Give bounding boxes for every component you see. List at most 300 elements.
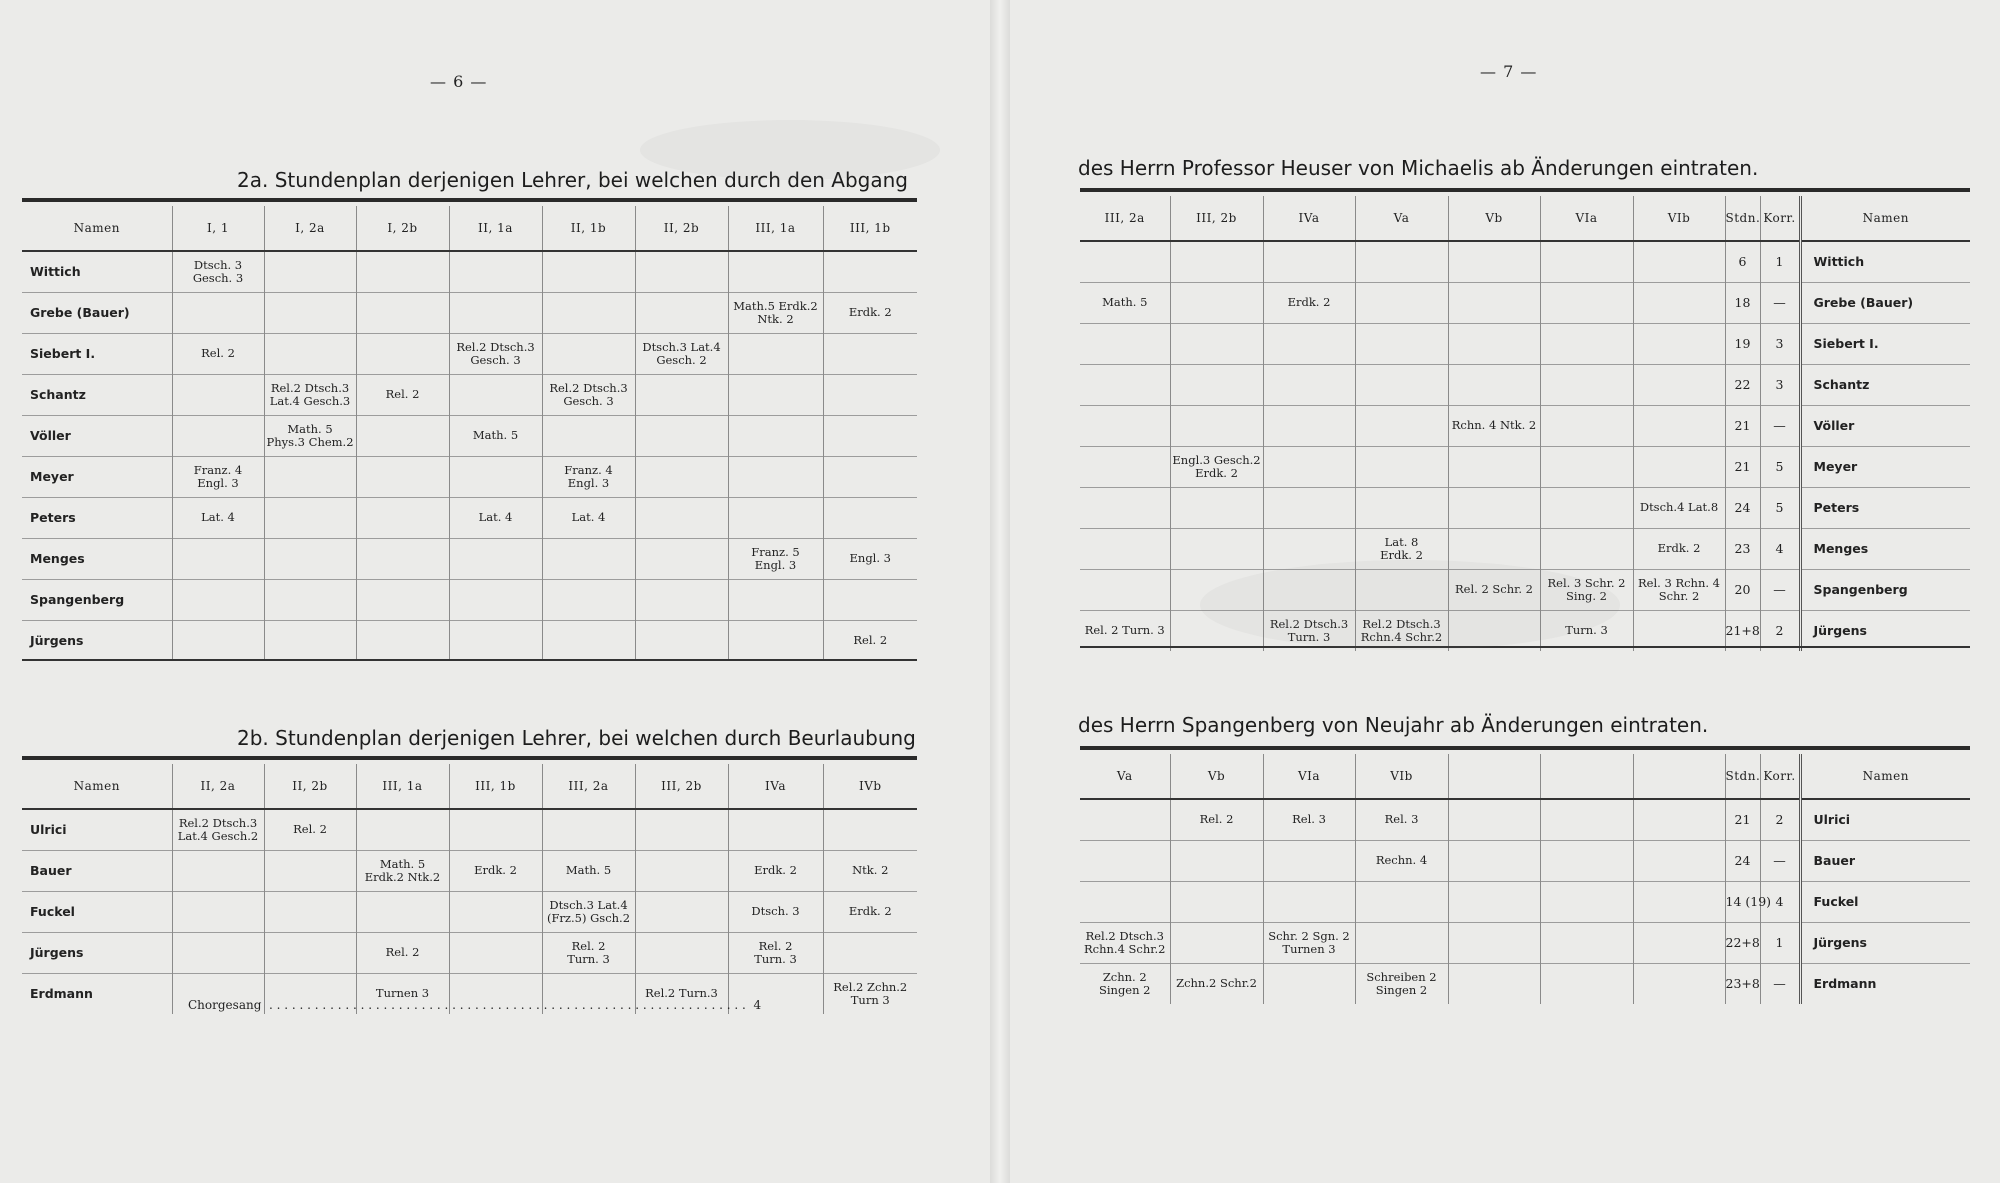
- cell-text-line: Rel. 2: [201, 346, 235, 360]
- cell-text-line: Rel. 2: [385, 945, 420, 959]
- table-2b-top-rule: [22, 756, 917, 760]
- lesson-cell: [264, 292, 356, 333]
- lesson-cell: [1263, 922, 1355, 963]
- cell-text-line: Rel.2 Dtsch.3: [1362, 616, 1441, 631]
- lesson-cell: [1080, 799, 1170, 840]
- lesson-cell: [1080, 963, 1170, 1004]
- column-header: II, 2a: [172, 764, 264, 809]
- hours-total: [1725, 569, 1760, 610]
- lesson-cell: [542, 891, 635, 932]
- column-header: [1540, 754, 1633, 799]
- lesson-cell: [1448, 881, 1540, 922]
- lesson-cell: [823, 251, 917, 292]
- lesson-cell: [356, 579, 449, 620]
- lesson-cell: [356, 292, 449, 333]
- table-2b: [22, 764, 917, 1014]
- hours-total: [1725, 446, 1760, 487]
- table-row: [1080, 364, 1970, 405]
- table-row: [22, 415, 917, 456]
- teacher-name: Fuckel: [1800, 881, 1970, 922]
- cell-text-line: Erdk. 2: [1657, 541, 1701, 555]
- corrections-count: [1760, 963, 1800, 1004]
- teacher-name: Jürgens: [22, 932, 172, 973]
- teacher-name: Völler: [1800, 405, 1970, 446]
- column-header-namen: Namen: [22, 764, 172, 809]
- table-row: [22, 891, 917, 932]
- cell-text-line: Turn. 3: [567, 951, 610, 966]
- lesson-cell: [1540, 446, 1633, 487]
- lesson-cell: [264, 333, 356, 374]
- lesson-cell: [635, 415, 728, 456]
- lesson-cell: [264, 538, 356, 579]
- chorgesang-value: 4: [753, 998, 762, 1012]
- lesson-cell: [1263, 323, 1355, 364]
- lesson-cell: [635, 333, 728, 374]
- column-header: VIa: [1263, 754, 1355, 799]
- lesson-cell: [1448, 799, 1540, 840]
- lesson-cell: [1448, 487, 1540, 528]
- cell-text-line: Erdk. 2: [1287, 295, 1331, 309]
- lesson-cell: [823, 292, 917, 333]
- lesson-cell: [1540, 282, 1633, 323]
- lesson-cell: [1448, 963, 1540, 1004]
- teacher-name: Erdmann: [1800, 963, 1970, 1004]
- table-row: [1080, 487, 1970, 528]
- lesson-cell: [542, 333, 635, 374]
- lesson-cell: [1633, 282, 1725, 323]
- lesson-cell: [356, 497, 449, 538]
- column-header: Vb: [1448, 196, 1540, 241]
- lesson-cell: [1263, 405, 1355, 446]
- lesson-cell: [1448, 282, 1540, 323]
- lesson-cell: [542, 497, 635, 538]
- cell-text-line: Rel. 3 Rchn. 4: [1638, 575, 1720, 590]
- lesson-cell: [542, 251, 635, 292]
- column-header: I, 1: [172, 206, 264, 251]
- table-row: [1080, 446, 1970, 487]
- cell-text-line: Singen 2: [1098, 982, 1151, 997]
- lesson-cell: [1633, 799, 1725, 840]
- lesson-cell: [1080, 569, 1170, 610]
- lesson-cell: [542, 538, 635, 579]
- corrections-count: [1760, 569, 1800, 610]
- lesson-cell: [172, 850, 264, 891]
- teacher-name: Schantz: [1800, 364, 1970, 405]
- lesson-cell: [356, 374, 449, 415]
- column-header: IVa: [1263, 196, 1355, 241]
- lesson-cell: [823, 415, 917, 456]
- table-row: [22, 538, 917, 579]
- lesson-cell: [1448, 364, 1540, 405]
- lesson-cell: [1170, 799, 1263, 840]
- lesson-cell: [172, 891, 264, 932]
- cell-text-line: Rel. 3 Schr. 2: [1547, 575, 1626, 590]
- lesson-cell: [264, 809, 356, 850]
- column-header: I, 2a: [264, 206, 356, 251]
- lesson-cell: [823, 932, 917, 973]
- lesson-cell: [356, 809, 449, 850]
- lesson-cell: [1080, 323, 1170, 364]
- lesson-cell: [1448, 241, 1540, 282]
- lesson-cell: [449, 620, 542, 661]
- cell-text-line: 5: [1775, 500, 1784, 515]
- right-table-a-bottom-rule: [1080, 646, 1970, 648]
- table-row: [22, 292, 917, 333]
- cell-text-line: Lat. 4: [201, 510, 235, 524]
- lesson-cell: [1448, 446, 1540, 487]
- lesson-cell: [635, 538, 728, 579]
- lesson-cell: [542, 374, 635, 415]
- column-header: VIa: [1540, 196, 1633, 241]
- lesson-cell: [449, 932, 542, 973]
- cell-text-line: Turn 3: [850, 992, 890, 1007]
- lesson-cell: [1540, 881, 1633, 922]
- column-header: [1448, 754, 1540, 799]
- table-row: [1080, 405, 1970, 446]
- lesson-cell: [264, 374, 356, 415]
- lesson-cell: [1540, 241, 1633, 282]
- hours-total: [1725, 487, 1760, 528]
- teacher-name: Wittich: [1800, 241, 1970, 282]
- corrections-count: [1760, 528, 1800, 569]
- table-2a: [22, 206, 917, 661]
- lesson-cell: [1540, 405, 1633, 446]
- lesson-cell: [1633, 922, 1725, 963]
- cell-text-line: Phys.3 Chem.2: [266, 434, 354, 449]
- lesson-cell: [542, 620, 635, 661]
- cell-text-line: 23+8: [1725, 976, 1760, 992]
- lesson-cell: [823, 620, 917, 661]
- lesson-cell: [264, 620, 356, 661]
- lesson-cell: [172, 292, 264, 333]
- cell-text-line: 3: [1775, 377, 1784, 392]
- hours-total: [1725, 282, 1760, 323]
- cell-text-line: —: [1773, 976, 1786, 992]
- lesson-cell: [1170, 528, 1263, 569]
- table-2a-top-rule: [22, 198, 917, 202]
- lesson-cell: [1540, 364, 1633, 405]
- table-row: [1080, 282, 1970, 323]
- right-table-b-top-rule: [1080, 746, 1970, 750]
- lesson-cell: [1080, 241, 1170, 282]
- lesson-cell: [728, 579, 823, 620]
- right-table-a-top-rule: [1080, 188, 1970, 192]
- lesson-cell: [172, 456, 264, 497]
- table-row: [22, 251, 917, 292]
- cell-text-line: 21: [1734, 459, 1751, 474]
- lesson-cell: [356, 891, 449, 932]
- corrections-count: [1760, 799, 1800, 840]
- cell-text-line: 5: [1775, 459, 1784, 474]
- lesson-cell: [635, 809, 728, 850]
- teacher-name: Spangenberg: [1800, 569, 1970, 610]
- cell-text-line: Erdk. 2: [848, 904, 892, 918]
- lesson-cell: [728, 620, 823, 661]
- lesson-cell: [635, 620, 728, 661]
- lesson-cell: [1355, 241, 1448, 282]
- cell-text-line: 1: [1775, 254, 1784, 270]
- cell-text-line: Rel.2 Dtsch.3: [456, 339, 535, 354]
- cell-text-line: Rel.2 Turn.3: [645, 986, 718, 1001]
- lesson-cell: [542, 292, 635, 333]
- lesson-cell: [449, 415, 542, 456]
- cell-text-line: 6: [1738, 254, 1747, 270]
- cell-text-line: 21: [1734, 418, 1751, 433]
- column-header: Vb: [1170, 754, 1263, 799]
- teacher-name: Erdmann: [22, 973, 172, 1014]
- lesson-cell: [823, 850, 917, 891]
- lesson-cell: [1355, 282, 1448, 323]
- column-header: VIb: [1633, 196, 1725, 241]
- table-row: [1080, 323, 1970, 364]
- lesson-cell: [542, 579, 635, 620]
- column-header: III, 2a: [1080, 196, 1170, 241]
- lesson-cell: [1633, 487, 1725, 528]
- lesson-cell: [449, 497, 542, 538]
- lesson-cell: [264, 497, 356, 538]
- table-2a-bottom-rule: [22, 659, 917, 661]
- cell-text-line: Rel. 2: [758, 938, 793, 953]
- cell-text-line: Sing. 2: [1566, 588, 1607, 603]
- lesson-cell: [1263, 881, 1355, 922]
- teacher-name: Bauer: [1800, 840, 1970, 881]
- lesson-cell: [1540, 323, 1633, 364]
- lesson-cell: [542, 932, 635, 973]
- cell-text-line: 14 (19): [1725, 894, 1772, 909]
- corrections-count: [1760, 840, 1800, 881]
- lesson-cell: [635, 579, 728, 620]
- lesson-cell: [356, 251, 449, 292]
- lesson-cell: [1633, 881, 1725, 922]
- lesson-cell: [1080, 282, 1170, 323]
- cell-text-line: Ntk. 2: [852, 863, 889, 877]
- lesson-cell: [1170, 446, 1263, 487]
- lesson-cell: [172, 415, 264, 456]
- lesson-cell: [264, 456, 356, 497]
- corrections-count: [1760, 610, 1800, 651]
- teacher-name: Peters: [22, 497, 172, 538]
- hours-total: [1725, 922, 1760, 963]
- lesson-cell: [1080, 487, 1170, 528]
- teacher-name: Peters: [1800, 487, 1970, 528]
- lesson-cell: [728, 538, 823, 579]
- column-header: II, 1b: [542, 206, 635, 251]
- lesson-cell: [1170, 881, 1263, 922]
- cell-text-line: 4: [1775, 894, 1784, 909]
- lesson-cell: [1355, 323, 1448, 364]
- table-row: [22, 809, 917, 850]
- lesson-cell: [1170, 364, 1263, 405]
- column-header: II, 1a: [449, 206, 542, 251]
- cell-text-line: Rel.2 Dtsch.3: [178, 815, 258, 830]
- table-row: [22, 333, 917, 374]
- table-row: [1080, 963, 1970, 1004]
- lesson-cell: [1633, 528, 1725, 569]
- lesson-cell: [1540, 528, 1633, 569]
- lesson-cell: [356, 456, 449, 497]
- lesson-cell: [542, 850, 635, 891]
- corrections-count: [1760, 282, 1800, 323]
- cell-text-line: Zchn.2 Schr.2: [1176, 976, 1257, 991]
- lesson-cell: [1170, 282, 1263, 323]
- lesson-cell: [1540, 922, 1633, 963]
- lesson-cell: [172, 497, 264, 538]
- cell-text-line: Rel. 3: [1384, 812, 1419, 827]
- hours-total: [1725, 963, 1760, 1004]
- lesson-cell: [728, 850, 823, 891]
- column-header: II, 2b: [264, 764, 356, 809]
- cell-text-line: Dtsch. 3: [193, 257, 243, 272]
- column-header: I, 2b: [356, 206, 449, 251]
- lesson-cell: [728, 497, 823, 538]
- cell-text-line: Engl. 3: [849, 551, 891, 565]
- cell-text-line: Rel.2 Dtsch.3: [1269, 616, 1349, 631]
- column-header: III, 1b: [449, 764, 542, 809]
- column-header-namen: Namen: [22, 206, 172, 251]
- cell-text-line: Erdk. 2: [754, 863, 797, 877]
- lesson-cell: [1633, 364, 1725, 405]
- column-header: II, 2b: [635, 206, 728, 251]
- cell-text-line: Lat. 4: [571, 510, 606, 524]
- lesson-cell: [1263, 963, 1355, 1004]
- lesson-cell: [449, 579, 542, 620]
- lesson-cell: [542, 415, 635, 456]
- column-header: Stdn.: [1725, 754, 1760, 799]
- cell-text-line: Dtsch.3 Lat.4: [642, 339, 721, 354]
- lesson-cell: [1633, 446, 1725, 487]
- corrections-count: [1760, 364, 1800, 405]
- lesson-cell: [635, 251, 728, 292]
- cell-text-line: Math.5 Erdk.2: [733, 298, 818, 313]
- cell-text-line: Math. 5: [1102, 295, 1148, 309]
- teacher-name: Jürgens: [1800, 922, 1970, 963]
- cell-text-line: Dtsch.4 Lat.8: [1639, 500, 1719, 514]
- lesson-cell: [172, 579, 264, 620]
- column-header-namen: Namen: [1800, 196, 1970, 241]
- right-table-a-title: des Herrn Professor Heuser von Michaelis ab Änderungen eintraten.: [1078, 156, 1759, 180]
- lesson-cell: [1633, 569, 1725, 610]
- lesson-cell: [728, 333, 823, 374]
- column-header: III, 2b: [1170, 196, 1263, 241]
- cell-text-line: Ntk. 2: [757, 311, 794, 326]
- cell-text-line: Dtsch.3 Lat.4: [549, 897, 628, 912]
- teacher-name: Siebert I.: [1800, 323, 1970, 364]
- lesson-cell: [172, 809, 264, 850]
- cell-text-line: 1: [1775, 935, 1784, 950]
- cell-text-line: Rel.2 Dtsch.3: [270, 380, 350, 395]
- lesson-cell: [1540, 840, 1633, 881]
- cell-text-line: 24: [1734, 853, 1751, 868]
- lesson-cell: [1633, 610, 1725, 651]
- teacher-name: Bauer: [22, 850, 172, 891]
- lesson-cell: [1170, 405, 1263, 446]
- cell-text-line: —: [1773, 295, 1786, 310]
- lesson-cell: [1540, 963, 1633, 1004]
- teacher-name: Jürgens: [1800, 610, 1970, 651]
- teacher-name: Spangenberg: [22, 579, 172, 620]
- lesson-cell: [1355, 799, 1448, 840]
- cell-text-line: Rel.2 Dtsch.3: [549, 380, 628, 395]
- corrections-count: [1760, 922, 1800, 963]
- corrections-count: [1760, 487, 1800, 528]
- lesson-cell: [1448, 922, 1540, 963]
- print-smudge: [1200, 560, 1620, 650]
- cell-text-line: Zchn. 2: [1102, 969, 1147, 984]
- lesson-cell: [1540, 799, 1633, 840]
- cell-text-line: Gesch. 3: [563, 393, 614, 408]
- lesson-cell: [1263, 840, 1355, 881]
- table-row: [1080, 922, 1970, 963]
- lesson-cell: [1633, 405, 1725, 446]
- cell-text-line: 24: [1734, 500, 1751, 515]
- lesson-cell: [728, 809, 823, 850]
- teacher-name: Menges: [22, 538, 172, 579]
- lesson-cell: [356, 538, 449, 579]
- lesson-cell: [1633, 323, 1725, 364]
- column-header: Korr.: [1760, 754, 1800, 799]
- lesson-cell: [635, 891, 728, 932]
- teacher-name: Völler: [22, 415, 172, 456]
- lesson-cell: [635, 374, 728, 415]
- lesson-cell: [449, 891, 542, 932]
- lesson-cell: [449, 538, 542, 579]
- lesson-cell: [1170, 323, 1263, 364]
- table-row: [22, 456, 917, 497]
- cell-text-line: 4: [1775, 541, 1784, 556]
- cell-text-line: Erdk.2 Ntk.2: [364, 869, 441, 884]
- teacher-name: Siebert I.: [22, 333, 172, 374]
- lesson-cell: [172, 932, 264, 973]
- cell-text-line: —: [1773, 853, 1786, 868]
- lesson-cell: [449, 251, 542, 292]
- lesson-cell: [635, 932, 728, 973]
- lesson-cell: [449, 850, 542, 891]
- lesson-cell: [1080, 446, 1170, 487]
- cell-text-line: 22+8: [1725, 935, 1760, 950]
- column-header-namen: Namen: [1800, 754, 1970, 799]
- cell-text-line: Turn. 3: [754, 951, 797, 966]
- hours-total: [1725, 405, 1760, 446]
- corrections-count: [1760, 241, 1800, 282]
- lesson-cell: [542, 456, 635, 497]
- cell-text-line: Schr. 2 Sgn. 2: [1268, 928, 1350, 943]
- cell-text-line: 21: [1734, 812, 1751, 828]
- cell-text-line: Rchn. 4 Ntk. 2: [1451, 418, 1537, 432]
- cell-text-line: Lat. 8: [1384, 534, 1419, 549]
- lesson-cell: [635, 497, 728, 538]
- cell-text-line: Erdk. 2: [474, 863, 517, 877]
- lesson-cell: [1080, 881, 1170, 922]
- cell-text-line: —: [1773, 418, 1786, 433]
- column-header: III, 2a: [542, 764, 635, 809]
- cell-text-line: Singen 2: [1375, 982, 1428, 997]
- lesson-cell: [728, 415, 823, 456]
- cell-text-line: Lat.4 Gesch.2: [177, 828, 259, 843]
- hours-total: [1725, 881, 1772, 922]
- cell-text-line: Math. 5: [287, 421, 333, 436]
- cell-text-line: Engl.3 Gesch.2: [1172, 452, 1261, 467]
- lesson-cell: [728, 891, 823, 932]
- lesson-cell: [1633, 963, 1725, 1004]
- lesson-cell: [1355, 364, 1448, 405]
- lesson-cell: [1170, 963, 1263, 1004]
- cell-text-line: Lat.4 Gesch.3: [269, 393, 351, 408]
- corrections-count: [1760, 405, 1800, 446]
- cell-text-line: Engl. 3: [754, 557, 797, 572]
- cell-text-line: Rel.2 Zchn.2: [833, 979, 908, 994]
- cell-text-line: Rel. 2: [1199, 812, 1234, 827]
- cell-text-line: 2: [1775, 623, 1784, 639]
